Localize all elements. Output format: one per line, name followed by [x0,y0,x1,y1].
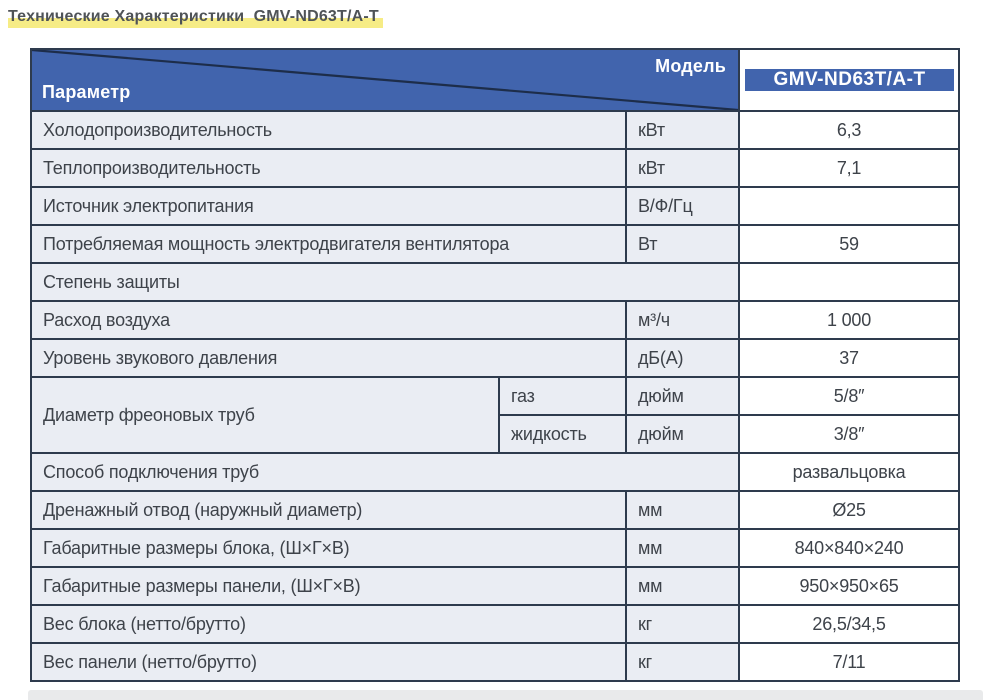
param-cell: Диаметр фреоновых труб [31,377,499,453]
unit-cell: кВт [626,111,739,149]
param-cell: Вес панели (нетто/брутто) [31,643,626,681]
value-cell: 37 [739,339,959,377]
unit-cell: кВт [626,149,739,187]
next-element-edge [28,690,983,700]
sub-param-cell: жидкость [499,415,626,453]
table-row [31,453,959,491]
param-cell: Габаритные размеры блока, (Ш×Г×В) [31,529,626,567]
value-cell [739,187,959,225]
unit-cell: кг [626,605,739,643]
page-title: Технические Характеристики GMV-ND63T/A-T [8,6,383,29]
table-row [31,263,959,301]
table-row [31,149,959,187]
param-cell: Потребляемая мощность электродвигателя вентилятора [31,225,626,263]
header-parameter-label: Параметр [42,82,131,102]
value-cell: 6,3 [739,111,959,149]
value-cell: 26,5/34,5 [739,605,959,643]
table-row [31,529,959,567]
model-name: GMV-ND63T/A-T [745,69,954,91]
table-row [31,301,959,339]
value-cell: 7,1 [739,149,959,187]
spec-table [30,48,960,682]
value-cell [739,263,959,301]
table-row [31,605,959,643]
table-row [31,187,959,225]
header-diagonal-cell [31,49,739,111]
header-model-label: Модель [655,56,727,76]
value-cell: 3/8″ [739,415,959,453]
table-row [31,377,959,415]
table-row [31,643,959,681]
param-cell: Холодопроизводительность [31,111,626,149]
value-cell: 840×840×240 [739,529,959,567]
table-row [31,567,959,605]
param-cell: Дренажный отвод (наружный диаметр) [31,491,626,529]
header-model-value-cell [739,49,959,111]
table-row [31,491,959,529]
value-cell: Ø25 [739,491,959,529]
unit-cell: дюйм [626,377,739,415]
value-cell: 7/11 [739,643,959,681]
table-header-row [31,49,959,111]
value-cell: 1 000 [739,301,959,339]
unit-cell: В/Ф/Гц [626,187,739,225]
param-cell: Вес блока (нетто/брутто) [31,605,626,643]
table-row [31,111,959,149]
unit-cell: м³/ч [626,301,739,339]
diagonal-line [32,50,738,110]
param-cell: Источник электропитания [31,187,626,225]
value-cell: развальцовка [739,453,959,491]
unit-cell: мм [626,529,739,567]
unit-cell: Вт [626,225,739,263]
param-cell: Степень защиты [31,263,739,301]
table-row [31,225,959,263]
value-cell: 950×950×65 [739,567,959,605]
param-cell: Уровень звукового давления [31,339,626,377]
unit-cell: кг [626,643,739,681]
value-cell: 59 [739,225,959,263]
unit-cell: дюйм [626,415,739,453]
sub-param-cell: газ [499,377,626,415]
value-cell: 5/8″ [739,377,959,415]
unit-cell: мм [626,491,739,529]
unit-cell: дБ(А) [626,339,739,377]
param-cell: Расход воздуха [31,301,626,339]
param-cell: Способ подключения труб [31,453,739,491]
param-cell: Теплопроизводительность [31,149,626,187]
unit-cell: мм [626,567,739,605]
param-cell: Габаритные размеры панели, (Ш×Г×В) [31,567,626,605]
table-row [31,339,959,377]
